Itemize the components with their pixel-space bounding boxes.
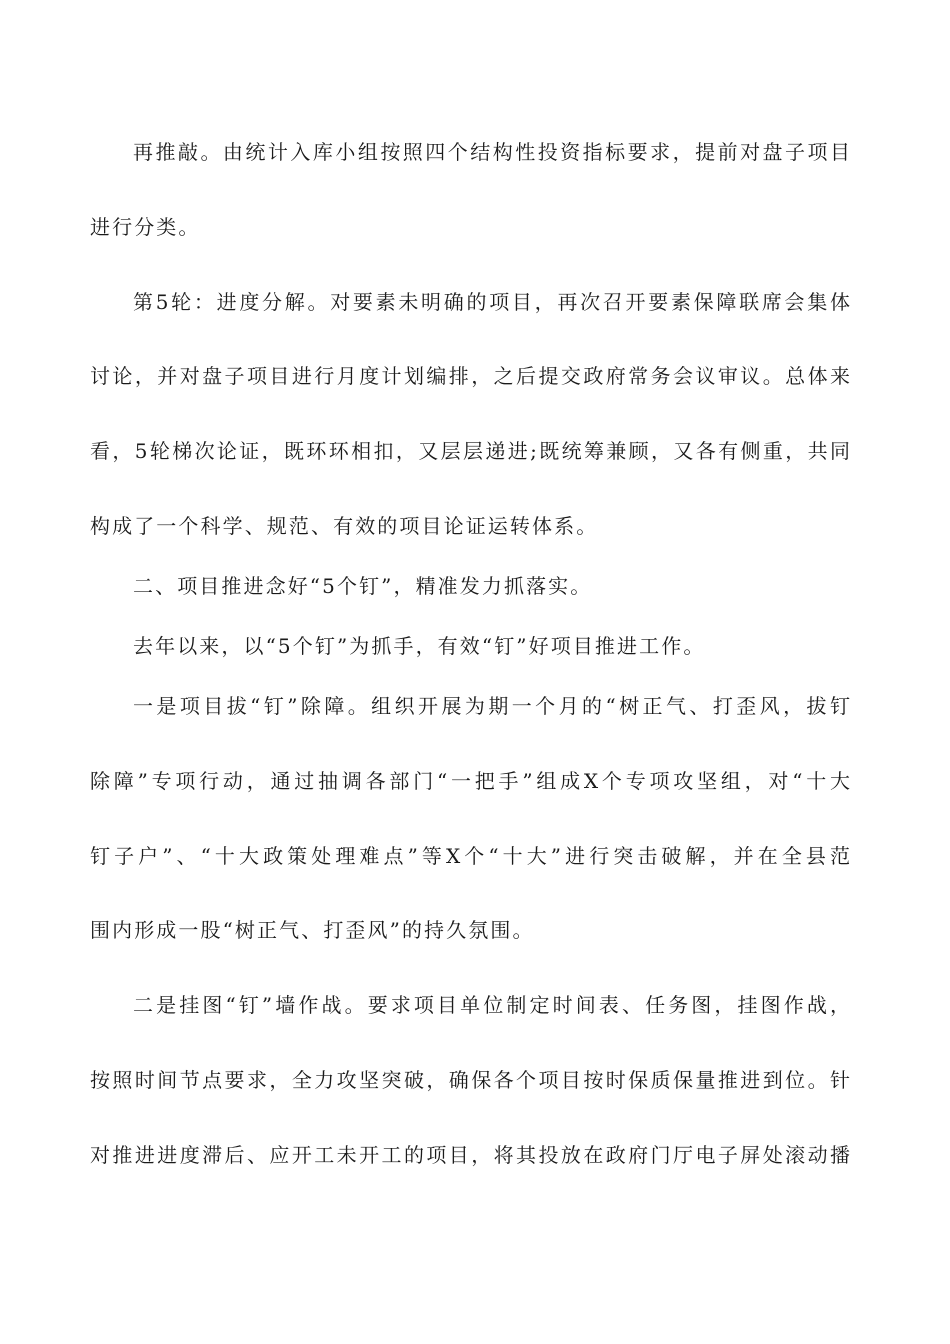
paragraph-6-line-3: 对推进进度滞后、应开工未开工的项目，将其投放在政府门厅电子屏处滚动播 (90, 1143, 850, 1167)
paragraph-1-line-1: 再推敲。由统计入库小组按照四个结构性投资指标要求，提前对盘子项目 (133, 140, 850, 164)
paragraph-6-line-2: 按照时间节点要求，全力攻坚突破，确保各个项目按时保质保量推进到位。针 (90, 1068, 850, 1092)
paragraph-5-line-1: 一是项目拔“钉”除障。组织开展为期一个月的“树正气、打歪风，拔钉 (133, 694, 850, 718)
paragraph-5-line-3: 钉子户”、“十大政策处理难点”等X个“十大”进行突击破解，并在全县范 (90, 844, 850, 868)
paragraph-2-line-1: 第5轮：进度分解。对要素未明确的项目，再次召开要素保障联席会集体 (133, 290, 850, 314)
paragraph-2-line-4: 构成了一个科学、规范、有效的项目论证运转体系。 (90, 514, 599, 538)
paragraph-5-line-4: 围内形成一股“树正气、打歪风”的持久氛围。 (90, 918, 535, 942)
paragraph-5-line-2: 除障”专项行动，通过抽调各部门“一把手”组成X个专项攻坚组，对“十大 (90, 769, 850, 793)
paragraph-2-line-3: 看，5轮梯次论证，既环环相扣，又层层递进;既统筹兼顾，又各有侧重，共同 (90, 439, 850, 463)
paragraph-6-line-1: 二是挂图“钉”墙作战。要求项目单位制定时间表、任务图，挂图作战， (133, 993, 850, 1017)
paragraph-4-line-1: 去年以来，以“5个钉”为抓手，有效“钉”好项目推进工作。 (133, 634, 706, 658)
paragraph-1-line-2: 进行分类。 (90, 215, 201, 239)
paragraph-2-line-2: 讨论，并对盘子项目进行月度计划编排，之后提交政府常务会议审议。总体来 (90, 364, 850, 388)
section-heading: 二、项目推进念好“5个钉”，精准发力抓落实。 (133, 574, 593, 598)
